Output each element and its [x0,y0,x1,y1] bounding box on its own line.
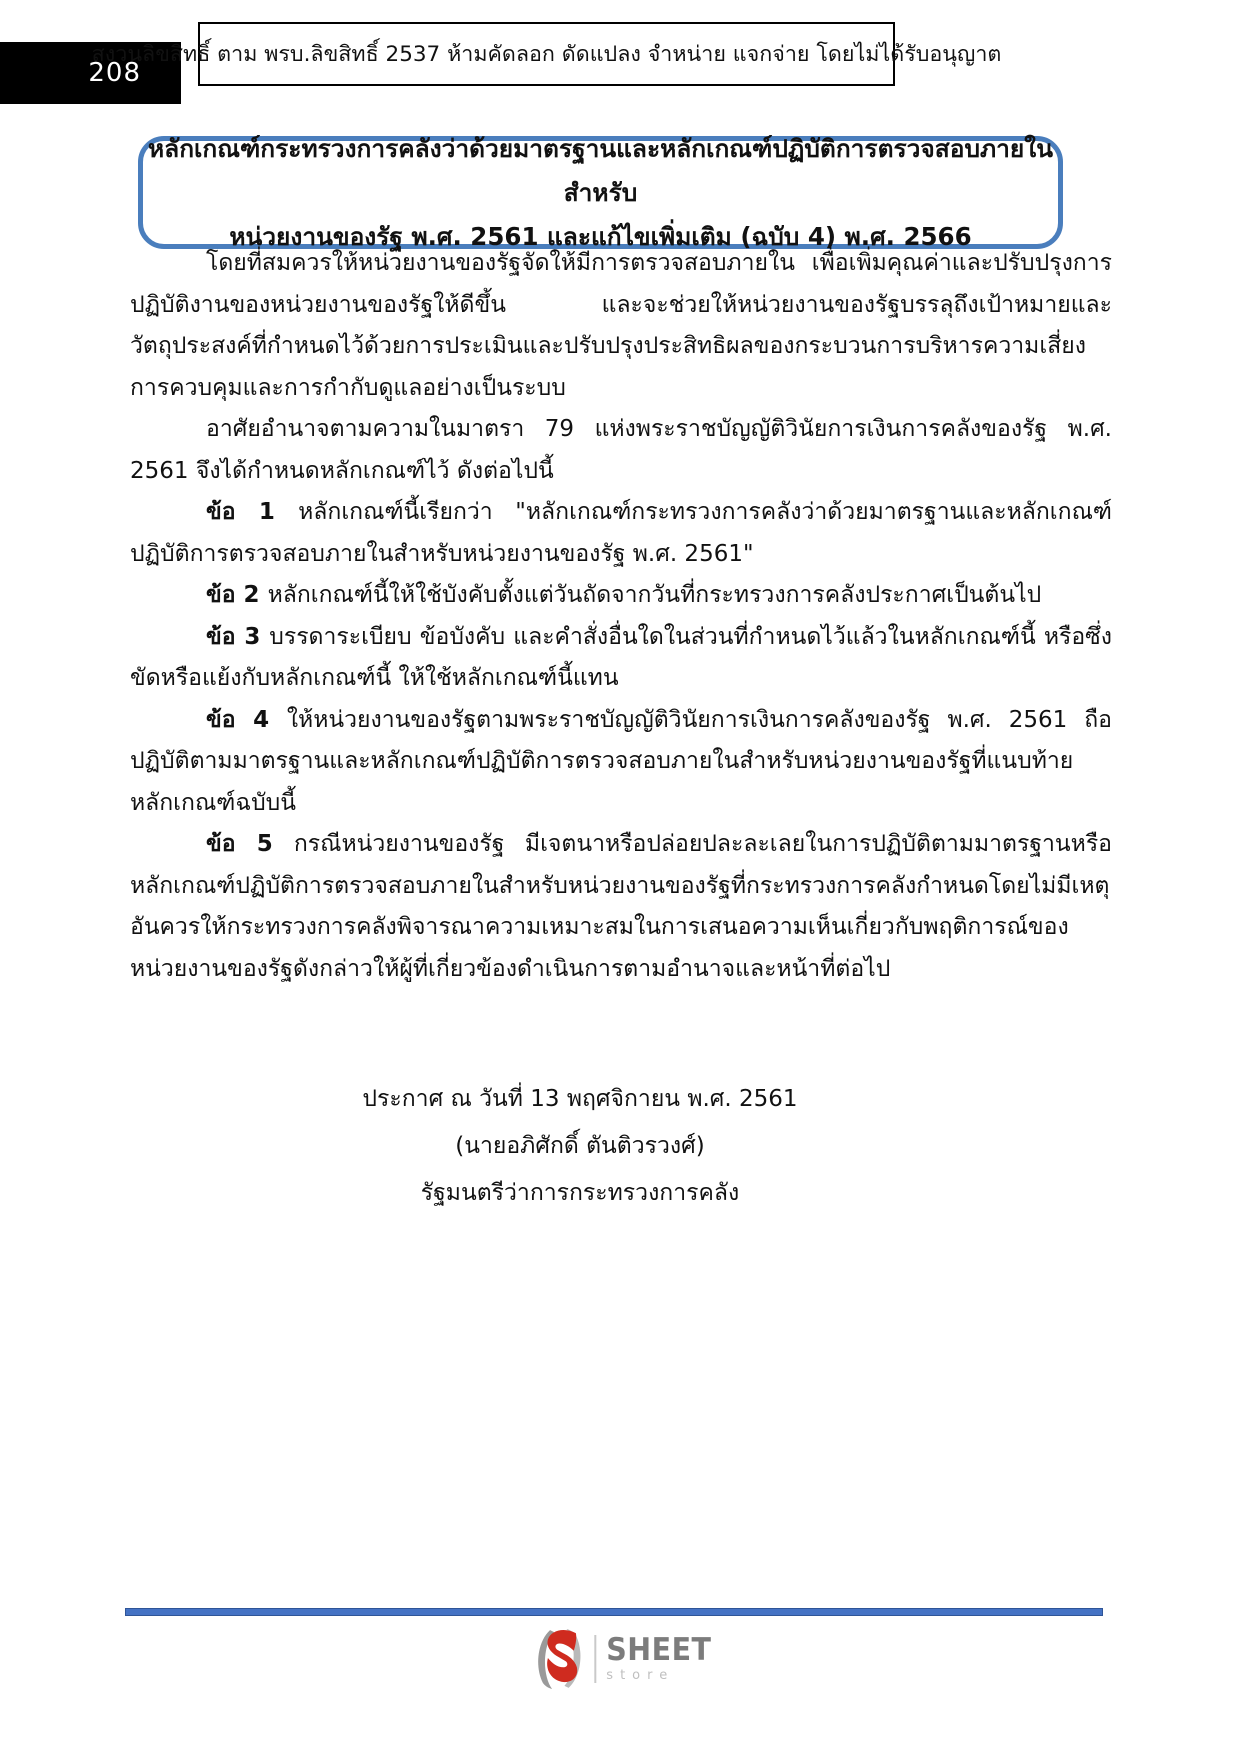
logo-subtitle-text: store [606,1667,675,1683]
body-paragraph: ข้อ 2 หลักเกณฑ์นี้ให้ใช้บังคับตั้งแต่วันถัดจากวันที่กระทรวงการคลังประกาศเป็นต้นไป [206,582,1042,608]
signatory-title-line: รัฐมนตรีว่าการกระทรวงการคลัง [420,1180,740,1206]
body-paragraph: ข้อ 3 บรรดาระเบียบ ข้อบังคับ และคำสั่งอื่นใดในส่วนที่กำหนดไว้แล้วในหลักเกณฑ์นี้ หรือซึ่งขัดหรือแย้งกับหลักเกณฑ์นี้ ให้ใช้หลักเกณฑ์นี้แทน [130,623,1112,691]
page-number: 208 [88,58,141,88]
sheet-store-logo [534,1628,720,1690]
clause-number: ข้อ 5 [206,831,294,857]
document-title-line2: หน่วยงานของรัฐ พ.ศ. 2561 และแก้ไขเพิ่มเติม (ฉบับ 4) พ.ศ. 2566 [229,221,972,251]
document-title-box [138,133,1063,251]
body-paragraph: โดยที่สมควรให้หน่วยงานของรัฐจัดให้มีการตรวจสอบภายใน เพื่อเพิ่มคุณค่าและปรับปรุงการปฏิบัติงานของหน่วยงานของรัฐให้ดีขึ้น และจะช่วยให้หน่วยงานของรัฐบรรลุถึงเป้าหมายและวัตถุประสงค์ที่กำหนดไว้ด้วยการประเมินและปรับปรุงประสิทธิผลของกระบวนการบริหารความเสี่ยง การควบคุมและการกำกับดูแลอย่างเป็นระบบ [130,250,1112,401]
document-body [130,243,1112,990]
announcement-date-line: ประกาศ ณ วันที่ 13 พฤศจิกายน พ.ศ. 2561 [362,1086,798,1112]
body-paragraph: ข้อ 5 กรณีหน่วยงานของรัฐ มีเจตนาหรือปล่อยปละละเลยในการปฏิบัติตามมาตรฐานหรือหลักเกณฑ์ปฏิบัติการตรวจสอบภายในสำหรับหน่วยงานของรัฐที่กระทรวงการคลังกำหนดโดยไม่มีเหตุอันควรให้กระทรวงการคลังพิจารณาความเหมาะสมในการเสนอความเห็นเกี่ยวกับพฤติการณ์ของหน่วยงานของรัฐดังกล่าวให้ผู้ที่เกี่ยวข้องดำเนินการตามอำนาจและหน้าที่ต่อไป [130,831,1112,982]
clause-number: ข้อ 2 [206,582,268,608]
document-title-line1: หลักเกณฑ์กระทรวงการคลังว่าด้วยมาตรฐานและหลักเกณฑ์ปฏิบัติการตรวจสอบภายในสำหรับ [148,133,1053,207]
copyright-notice-text: สงวนลิขสิทธิ์ ตาม พรบ.ลิขสิทธิ์ 2537 ห้ามคัดลอก ดัดแปลง จำหน่าย แจกจ่าย โดยไม่ได้รับอนุญาต [91,42,1002,67]
footer-divider-rule [125,1608,1103,1616]
signatory-name-line: (นายอภิศักดิ์ ตันติวรวงศ์) [455,1133,705,1159]
clause-number: ข้อ 4 [206,706,287,733]
signature-block [130,1076,1030,1217]
body-paragraph: อาศัยอำนาจตามความในมาตรา 79 แห่งพระราชบัญญัติวินัยการเงินการคลังของรัฐ พ.ศ. 2561 จึงได้กำหนดหลักเกณฑ์ไว้ ดังต่อไปนี้ [130,416,1112,484]
sheet-store-s-icon [534,1628,584,1690]
logo-divider [594,1635,596,1683]
body-paragraph: ข้อ 4 ให้หน่วยงานของรัฐตามพระราชบัญญัติวินัยการเงินการคลังของรัฐ พ.ศ. 2561 ถือปฏิบัติตามมาตรฐานและหลักเกณฑ์ปฏิบัติการตรวจสอบภายในสำหรับหน่วยงานของรัฐที่แนบท้ายหลักเกณฑ์ฉบับนี้ [130,706,1112,816]
body-paragraph: ข้อ 1 หลักเกณฑ์นี้เรียกว่า "หลักเกณฑ์กระทรวงการคลังว่าด้วยมาตรฐานและหลักเกณฑ์ปฏิบัติการตรวจสอบภายในสำหรับหน่วยงานของรัฐ พ.ศ. 2561" [130,499,1113,567]
logo-brand-text: SHEET [606,1631,712,1668]
clause-number: ข้อ 1 [206,499,299,525]
clause-number: ข้อ 3 [206,623,270,650]
